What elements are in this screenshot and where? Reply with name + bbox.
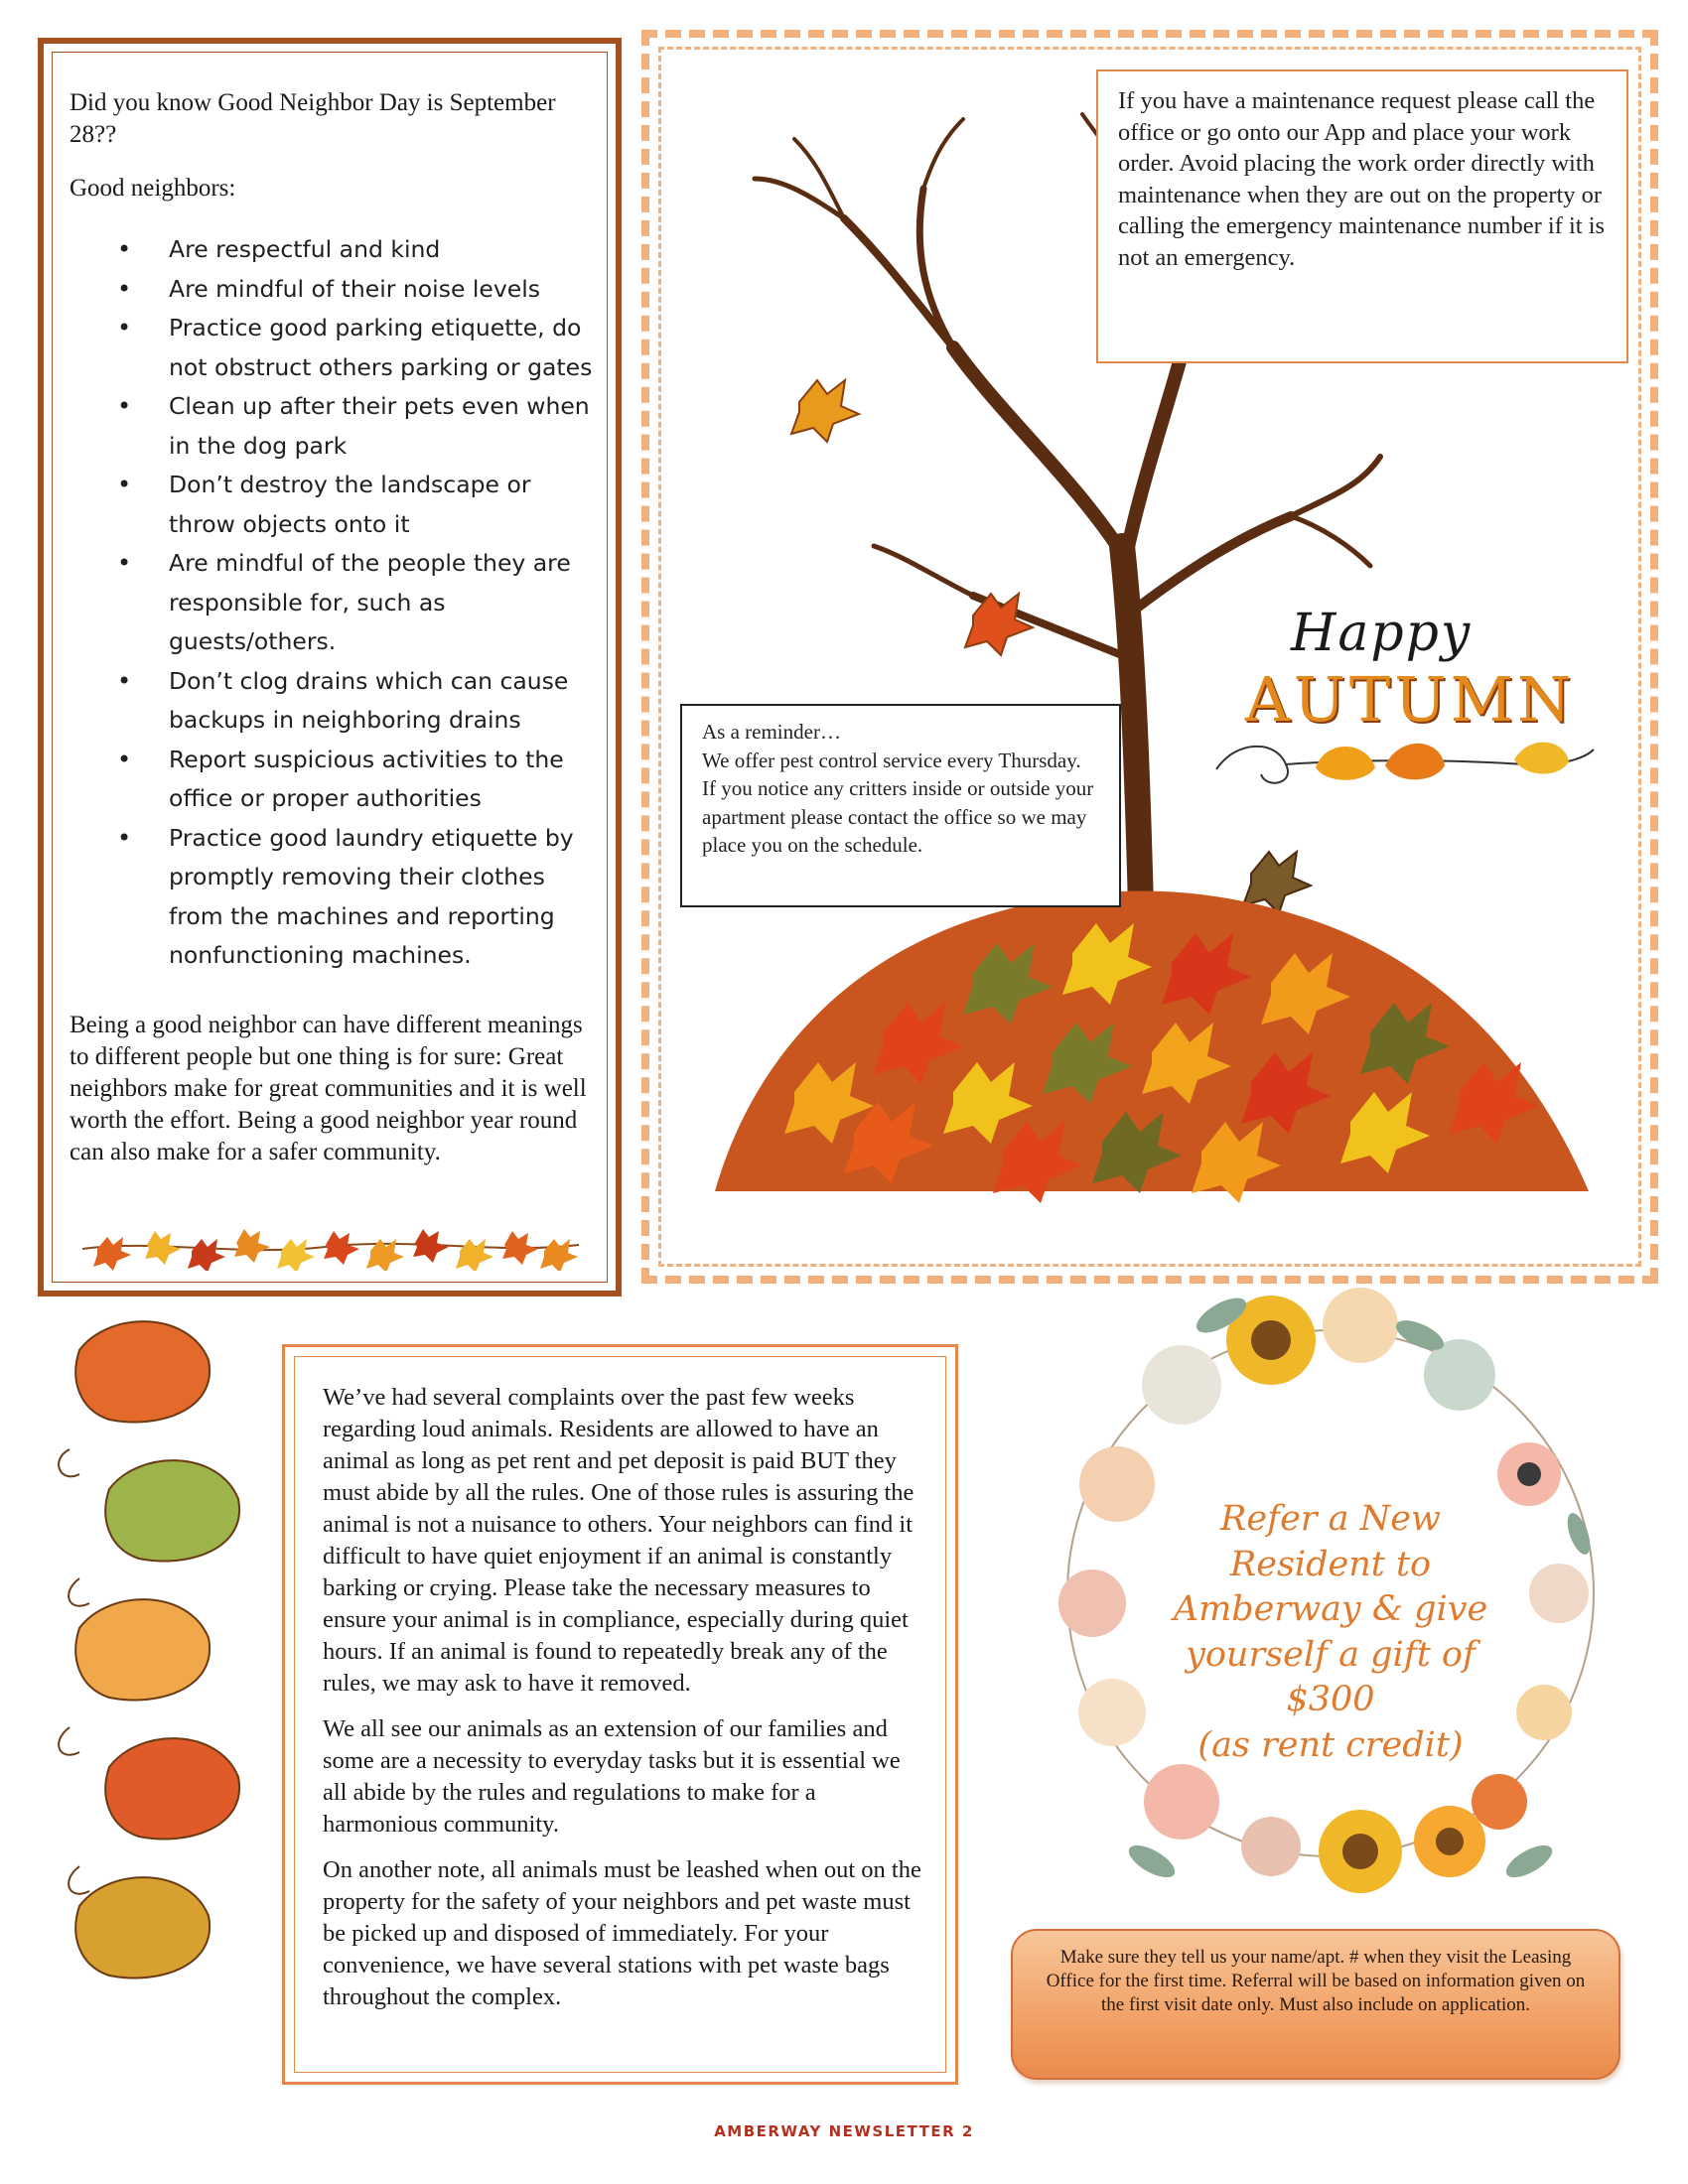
- list-item: • Don’t clog drains which can cause backups in neighboring drains: [70, 662, 594, 741]
- referral-line: Resident to: [1229, 1544, 1432, 1584]
- maintenance-request-box: [1096, 69, 1628, 363]
- pet-rules-paragraph: We’ve had several complaints over the past few weeks regarding loud animals. Residents are allowed to have an animal as long as pet rent and pet deposit is paid BUT they must abide by all the rules. One of those rules is assuring the animal is not a nuisance to others. Your neighbors can find it difficult to have quiet enjoyment if an animal is constantly barking or crying. Please take the necessary measures to ensure your animal is in compliance, especially during quiet hours. If an animal is found to repeatedly break any of the rules, we may ask to have it removed.: [323, 1384, 914, 1697]
- list-item: • Don’t destroy the landscape or throw objects onto it: [70, 466, 594, 544]
- list-item: • Are mindful of their noise levels: [70, 270, 594, 310]
- referral-line: Amberway & give: [1173, 1589, 1488, 1629]
- pet-rules-content: [294, 1356, 946, 2073]
- good-neighbor-list: [70, 230, 594, 976]
- autumn-heading: AUTUMN: [1244, 663, 1576, 736]
- referral-note-text: Make sure they tell us your name/apt. # when they visit the Leasing Office for the first time. Referral will be based on information given on the first visit date only. Must also include on application.: [1046, 1947, 1586, 2015]
- referral-line: $300: [1286, 1680, 1375, 1719]
- list-item: • Clean up after their pets even when in the dog park: [70, 387, 594, 466]
- pet-rules-panel: [282, 1344, 958, 2085]
- list-item: • Are respectful and kind: [70, 230, 594, 270]
- good-neighbor-content: [70, 87, 594, 1168]
- pest-reminder-text: We offer pest control service every Thursday. If you notice any critters inside or outside your apartment please contact the office so we may place you on the schedule.: [702, 748, 1094, 857]
- referral-line: yourself a gift of: [1186, 1634, 1476, 1675]
- pet-rules-paragraph: We all see our animals as an extension of our families and some are a necessity to everyday tasks but it is essential we all abide by the rules and regulations to make for a harmonious community.: [323, 1715, 901, 1838]
- list-item: • Practice good parking etiquette, do not obstruct others parking or gates: [70, 309, 594, 387]
- referral-note-box: [1011, 1929, 1620, 2080]
- autumn-swirl-ornament: [1196, 730, 1614, 799]
- referral-line: Refer a New: [1220, 1499, 1441, 1539]
- good-neighbor-intro: Did you know Good Neighbor Day is September 28??: [70, 89, 556, 148]
- list-item: • Practice good laundry etiquette by promptly removing their clothes from the machines and reporting nonfunctioning machines.: [70, 819, 594, 976]
- referral-offer-text: [1132, 1497, 1529, 1768]
- good-neighbor-closing: Being a good neighbor can have different meanings to different people but one thing is for sure: Great neighbors make for great communities and it is well worth the effort. Being a good neighbor year round can also make for a safer community.: [70, 1011, 587, 1165]
- leaf-garland-image: [77, 1221, 584, 1271]
- list-item: • Are mindful of the people they are responsible for, such as guests/others.: [70, 544, 594, 662]
- maintenance-text: If you have a maintenance request please call the office or go onto our App and place your work order. Avoid placing the work order directly with maintenance when they are out on the property or calling the emergency maintenance number if it is not an emergency.: [1118, 87, 1606, 271]
- newsletter-footer: AMBERWAY NEWSLETTER 2: [714, 2122, 974, 2140]
- good-neighbor-heading: Good neighbors:: [70, 175, 236, 202]
- happy-heading: Happy: [1291, 604, 1473, 663]
- pest-reminder-heading: As a reminder…: [702, 720, 841, 744]
- list-item: • Report suspicious activities to the office or proper authorities: [70, 741, 594, 819]
- pest-control-reminder-box: [680, 704, 1121, 907]
- leaf-border-illustration: [50, 1310, 258, 2045]
- pet-rules-paragraph: On another note, all animals must be leashed when out on the property for the safety of your neighbors and pet waste must be picked up and disposed of immediately. For your convenience, we have several stations with pet waste bags throughout the complex.: [323, 1856, 921, 2010]
- good-neighbor-panel: [38, 38, 622, 1297]
- referral-line: (as rent credit): [1197, 1724, 1464, 1765]
